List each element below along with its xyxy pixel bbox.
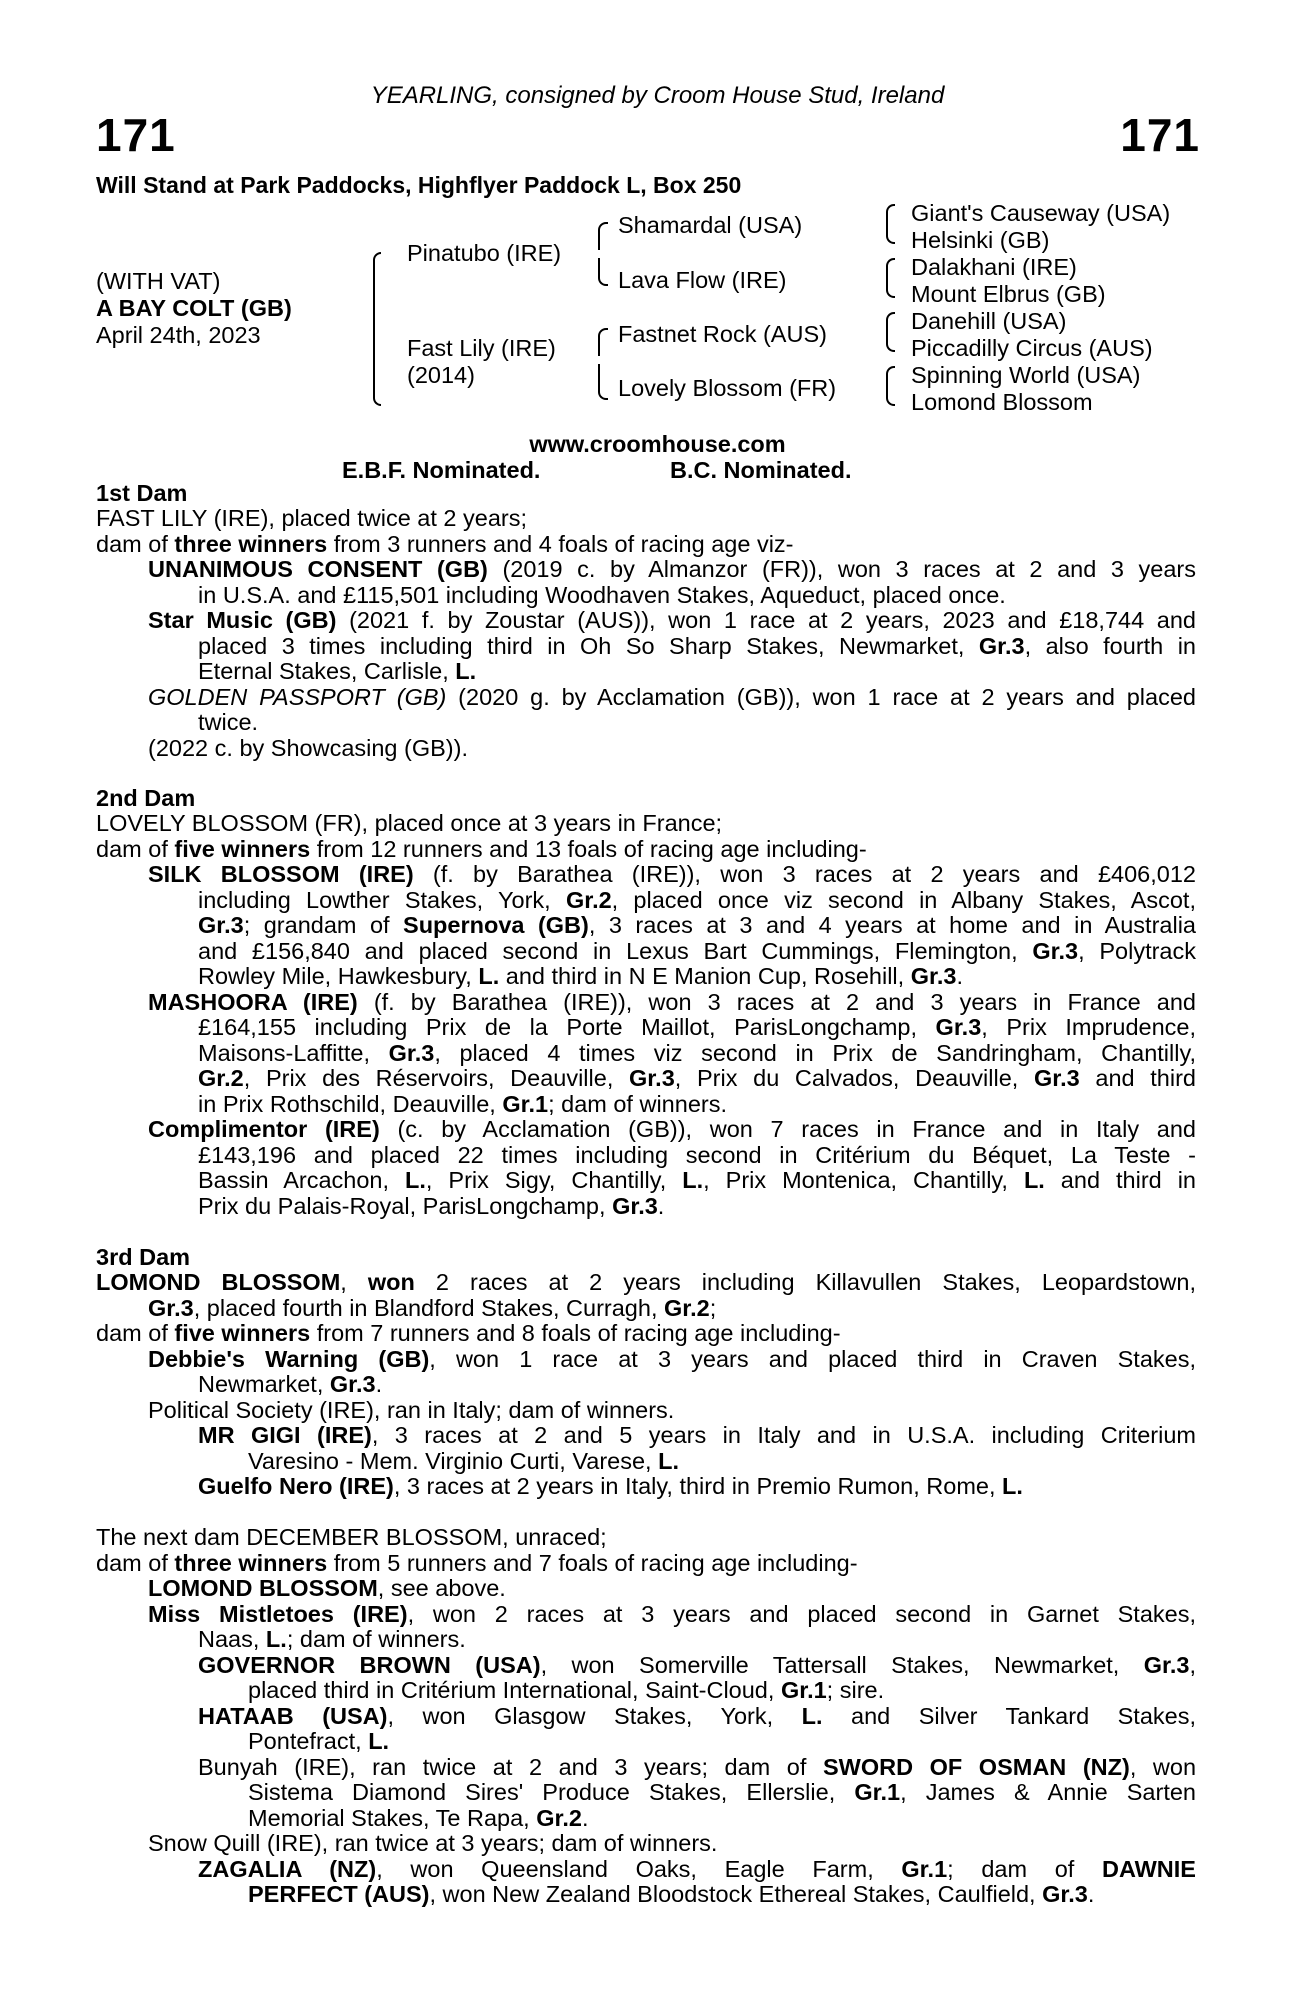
ebf-nominated: E.B.F. Nominated. (342, 457, 541, 483)
dam1-line: Eternal Stakes, Carlisle, L. (198, 658, 477, 684)
brace-dam-top (598, 328, 608, 356)
dam1-line: dam of three winners from 3 runners and 4 foals of racing age viz- (96, 531, 794, 557)
lot-number-right: 171 (1120, 109, 1200, 161)
pedigree-g3-5: Danehill (USA) (911, 308, 1067, 334)
nextdam-line: The next dam DECEMBER BLOSSOM, unraced; (96, 1524, 607, 1550)
section-heading-2nd-dam: 2nd Dam (96, 785, 196, 811)
brace-3d-bottom (886, 388, 895, 406)
dam2-line: in Prix Rothschild, Deauville, Gr.1; dam of winners. (198, 1091, 727, 1117)
dam2-line: dam of five winners from 12 runners and 13 foals of racing age including- (96, 836, 867, 862)
dam1-line: UNANIMOUS CONSENT (GB) (2019 c. by Almanzor (FR)), won 3 races at 2 and 3 years (148, 556, 1196, 582)
dam2-line: Gr.2, Prix des Réservoirs, Deauville, Gr.3, Prix du Calvados, Deauville, Gr.3 and third (198, 1065, 1196, 1091)
dam3-line: LOMOND BLOSSOM, won 2 races at 2 years including Killavullen Stakes, Leopardstown, (96, 1269, 1196, 1295)
lot-number-left: 171 (96, 109, 176, 161)
brace-3a-bottom (886, 226, 895, 244)
brace-sire-bottom (598, 258, 608, 286)
pedigree-g3-3: Dalakhani (IRE) (911, 254, 1077, 280)
nextdam-line: Naas, L.; dam of winners. (198, 1626, 466, 1652)
pedigree-g3-8: Lomond Blossom (911, 389, 1093, 415)
dam1-line: GOLDEN PASSPORT (GB) (2020 g. by Acclamation (GB)), won 1 race at 2 years and placed (148, 684, 1196, 710)
sire: Pinatubo (IRE) (407, 240, 562, 266)
dam2-line: Maisons-Laffitte, Gr.3, placed 4 times viz second in Prix de Sandringham, Chantilly, (198, 1040, 1196, 1066)
brace-3a-top (886, 204, 895, 226)
dam1-line: in U.S.A. and £115,501 including Woodhaven Stakes, Aqueduct, placed once. (198, 582, 1006, 608)
sire-sire: Shamardal (USA) (618, 212, 803, 238)
dam2-line: including Lowther Stakes, York, Gr.2, placed once viz second in Albany Stakes, Ascot, (198, 887, 1196, 913)
vat-note: (WITH VAT) (96, 268, 221, 294)
dam2-line: £164,155 including Prix de la Porte Maillot, ParisLongchamp, Gr.3, Prix Imprudence, (198, 1014, 1197, 1040)
dam1-line: twice. (198, 709, 259, 735)
dam2-line: LOVELY BLOSSOM (FR), placed once at 3 years in France; (96, 810, 723, 836)
dam2-line: Bassin Arcachon, L., Prix Sigy, Chantilly, L., Prix Montenica, Chantilly, L. and third in (198, 1167, 1196, 1193)
dam1-line: placed 3 times including third in Oh So Sharp Stakes, Newmarket, Gr.3, also fourth in (198, 633, 1197, 659)
dam2-line: MASHOORA (IRE) (f. by Barathea (IRE)), won 3 races at 2 and 3 years in France and (148, 989, 1196, 1015)
dam3-line: Political Society (IRE), ran in Italy; dam of winners. (148, 1397, 675, 1423)
brace-3d-top (886, 366, 895, 388)
dam2-line: Complimentor (IRE) (c. by Acclamation (GB)), won 7 races in France and in Italy and (148, 1116, 1196, 1142)
dam3-line: MR GIGI (IRE), 3 races at 2 and 5 years in Italy and in U.S.A. including Criterium (198, 1422, 1197, 1448)
brace-3b-bottom (886, 280, 895, 298)
brace-3b-top (886, 258, 895, 280)
brace-sire-top (598, 222, 608, 250)
dam2-line: Rowley Mile, Hawkesbury, L. and third in N E Manion Cup, Rosehill, Gr.3. (198, 963, 963, 989)
sire-dam: Lava Flow (IRE) (618, 267, 787, 293)
dam: Fast Lily (IRE) (407, 335, 556, 361)
section-heading-1st-dam: 1st Dam (96, 480, 188, 506)
dam2-line: Gr.3; grandam of Supernova (GB), 3 races at 3 and 4 years at home and in Australia (198, 912, 1196, 938)
horse-dob: April 24th, 2023 (96, 322, 261, 348)
pedigree-g3-2: Helsinki (GB) (911, 227, 1050, 253)
dam3-line: Gr.3, placed fourth in Blandford Stakes, Curragh, Gr.2; (148, 1295, 717, 1321)
dam2-line: SILK BLOSSOM (IRE) (f. by Barathea (IRE)), won 3 races at 2 years and £406,012 (148, 861, 1196, 887)
nextdam-line: Snow Quill (IRE), ran twice at 3 years; dam of winners. (148, 1830, 718, 1856)
nextdam-line: HATAAB (USA), won Glasgow Stakes, York, L. and Silver Tankard Stakes, (198, 1703, 1196, 1729)
website[interactable]: www.croomhouse.com (529, 431, 786, 457)
pedigree-g3-6: Piccadilly Circus (AUS) (911, 335, 1153, 361)
nextdam-line: Memorial Stakes, Te Rapa, Gr.2. (248, 1805, 589, 1831)
dam-sire: Fastnet Rock (AUS) (618, 321, 827, 347)
nextdam-line: dam of three winners from 5 runners and 7 foals of racing age including- (96, 1550, 858, 1576)
horse-name: A BAY COLT (GB) (96, 295, 292, 321)
nextdam-line: placed third in Critérium International, Saint-Cloud, Gr.1; sire. (248, 1677, 885, 1703)
dam2-line: and £156,840 and placed second in Lexus Bart Cummings, Flemington, Gr.3, Polytrack (198, 938, 1196, 964)
brace-dam-bottom (598, 364, 608, 400)
nextdam-line: GOVERNOR BROWN (USA), won Somerville Tattersall Stakes, Newmarket, Gr.3, (198, 1652, 1197, 1678)
nextdam-line: Bunyah (IRE), ran twice at 2 and 3 years; dam of SWORD OF OSMAN (NZ), won (198, 1754, 1197, 1780)
pedigree-g3-7: Spinning World (USA) (911, 362, 1141, 388)
nextdam-line: Sistema Diamond Sires' Produce Stakes, Ellerslie, Gr.1, James & Annie Sarten (248, 1779, 1196, 1805)
dam1-line: Star Music (GB) (2021 f. by Zoustar (AUS)), won 1 race at 2 years, 2023 and £18,744 and (148, 607, 1196, 633)
pedigree-main-brace (373, 252, 381, 406)
section-heading-3rd-dam: 3rd Dam (96, 1244, 191, 1270)
pedigree-g3-4: Mount Elbrus (GB) (911, 281, 1106, 307)
dam3-line: Guelfo Nero (IRE), 3 races at 2 years in Italy, third in Premio Rumon, Rome, L. (198, 1473, 1023, 1499)
dam3-line: Varesino - Mem. Virginio Curti, Varese, L. (248, 1448, 679, 1474)
bc-nominated: B.C. Nominated. (670, 457, 852, 483)
page-subtitle: YEARLING, consigned by Croom House Stud, Ireland (370, 82, 945, 109)
nextdam-line: LOMOND BLOSSOM, see above. (148, 1575, 506, 1601)
dam2-line: Prix du Palais-Royal, ParisLongchamp, Gr.3. (198, 1193, 665, 1219)
dam3-line: dam of five winners from 7 runners and 8 foals of racing age including- (96, 1320, 841, 1346)
nextdam-line: Pontefract, L. (248, 1728, 390, 1754)
dam1-line: FAST LILY (IRE), placed twice at 2 years; (96, 505, 528, 531)
dam-dam: Lovely Blossom (FR) (618, 375, 837, 401)
nextdam-line: Miss Mistletoes (IRE), won 2 races at 3 years and placed second in Garnet Stakes, (148, 1601, 1196, 1627)
dam1-line: (2022 c. by Showcasing (GB)). (148, 735, 468, 761)
dam3-line: Newmarket, Gr.3. (198, 1371, 383, 1397)
dam2-line: £143,196 and placed 22 times including second in Critérium du Béquet, La Teste - (198, 1142, 1196, 1168)
brace-3c-top (886, 312, 895, 334)
nextdam-line: ZAGALIA (NZ), won Queensland Oaks, Eagle Farm, Gr.1; dam of DAWNIE (198, 1856, 1196, 1882)
dam-year: (2014) (407, 362, 475, 388)
nextdam-line: PERFECT (AUS), won New Zealand Bloodstock Ethereal Stakes, Caulfield, Gr.3. (248, 1881, 1095, 1907)
dam3-line: Debbie's Warning (GB), won 1 race at 3 years and placed third in Craven Stakes, (148, 1346, 1196, 1372)
stand-location: Will Stand at Park Paddocks, Highflyer Paddock L, Box 250 (96, 172, 742, 198)
pedigree-g3-1: Giant's Causeway (USA) (911, 200, 1171, 226)
brace-3c-bottom (886, 334, 895, 352)
